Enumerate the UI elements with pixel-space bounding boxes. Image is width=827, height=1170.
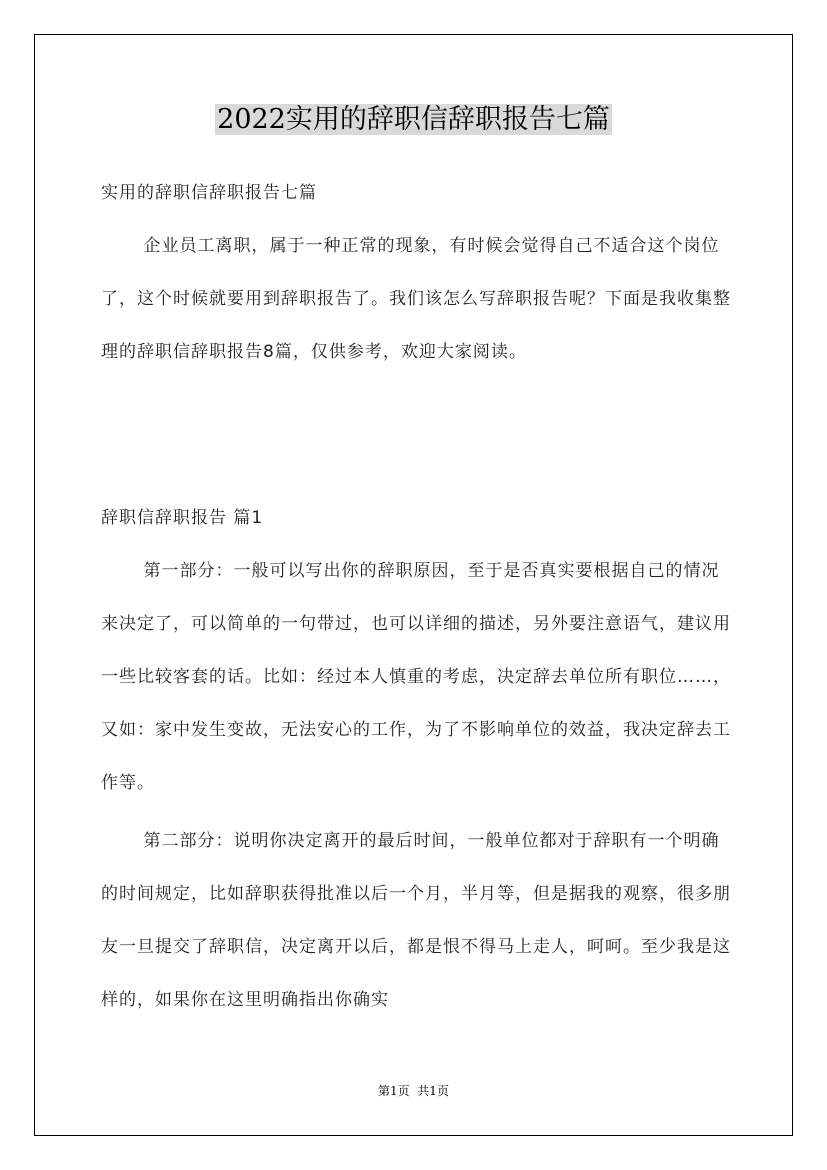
document-title-text: 2022实用的辞职信辞职报告七篇 [217, 104, 610, 135]
intro-paragraph: 企业员工离职，属于一种正常的现象，有时候会觉得自己不适合这个岗位了，这个时候就要用到辞职报告了。我们该怎么写辞职报告呢？下面是我收集整理的辞职信辞职报告8篇，仅供参考，欢迎大家阅读。 [101, 236, 731, 362]
document-subtitle: 实用的辞职信辞职报告七篇 [101, 183, 317, 203]
section-heading: 辞职信辞职报告 篇1 [101, 508, 264, 528]
page-number-footer: 第1页 共1页 [378, 1084, 449, 1098]
body-paragraph-2: 第二部分：说明你决定离开的最后时间，一般单位都对于辞职有一个明确的时间规定，比如辞职获得批准以后一个月，半月等，但是据我的观察，很多朋友一旦提交了辞职信，决定离开以后，都是恨不得马上走人，呵呵。至少我是这样的，如果你在这里明确指出你确实 [101, 831, 731, 1010]
document-title [0, 100, 827, 140]
body-paragraph-1: 第一部分：一般可以写出你的辞职原因，至于是否真实要根据自己的情况来决定了，可以简单的一句带过，也可以详细的描述，另外要注意语气，建议用一些比较客套的话。比如：经过本人慎重的考虑，决定辞去单位所有职位……，又如：家中发生变故，无法安心的工作，为了不影响单位的效益，我决定辞去工作等。 [101, 561, 731, 793]
